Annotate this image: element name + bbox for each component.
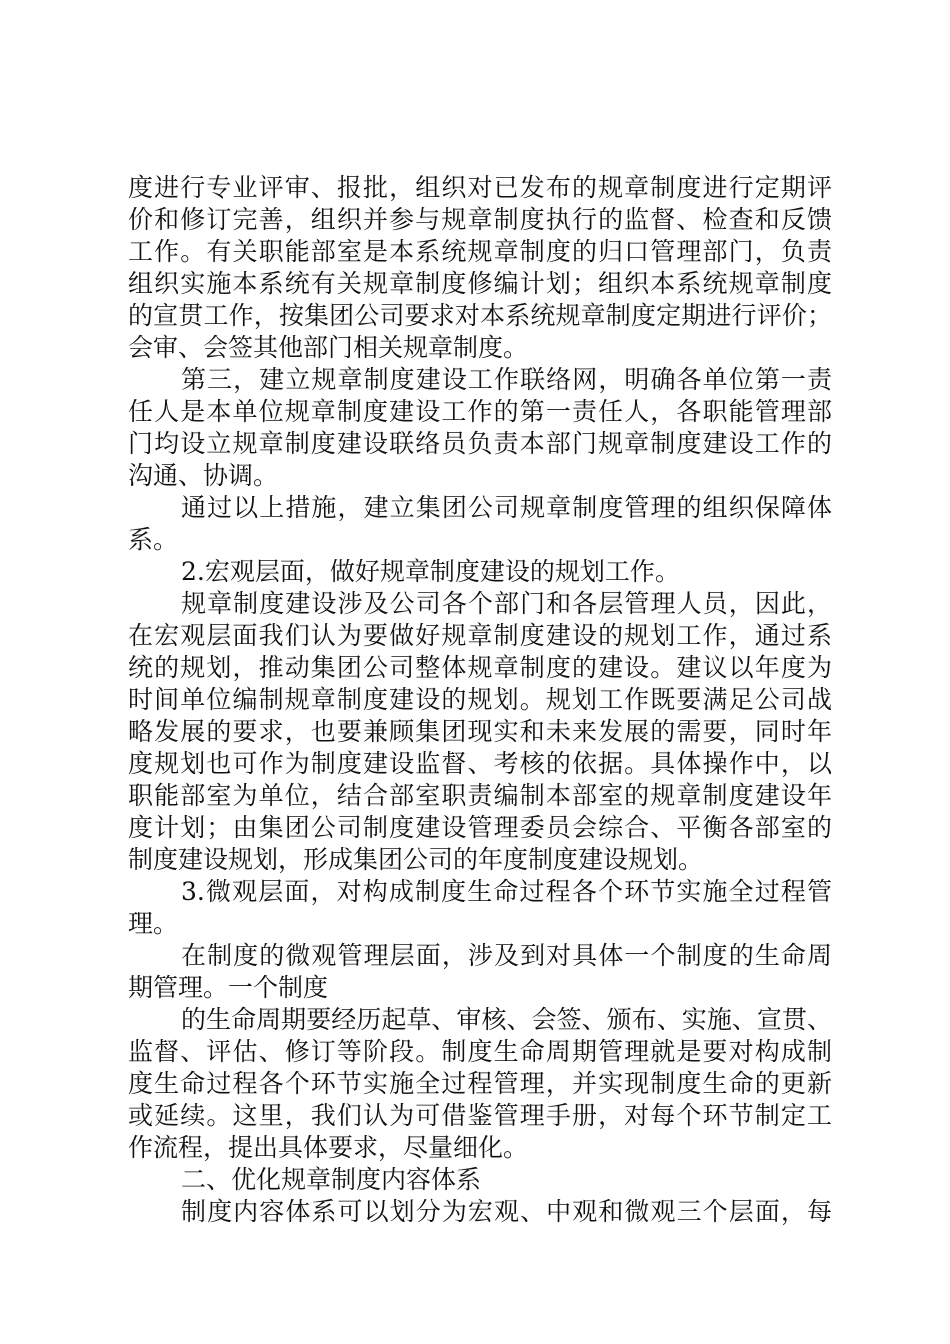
text-line: 组织实施本系统有关规章制度修编计划；组织本系统规章制度 bbox=[128, 269, 832, 298]
text-line: 3.微观层面，对构成制度生命过程各个环节实施全过程管 bbox=[181, 877, 832, 906]
text-line: 职能部室为单位，结合部室职责编制本部室的规章制度建设年 bbox=[128, 781, 832, 810]
text-line: 会审、会签其他部门相关规章制度。 bbox=[128, 333, 529, 362]
text-line: 规章制度建设涉及公司各个部门和各层管理人员，因此， bbox=[181, 589, 832, 618]
text-line: 理。 bbox=[128, 909, 179, 938]
body-text bbox=[128, 172, 832, 1228]
text-line: 2.宏观层面，做好规章制度建设的规划工作。 bbox=[181, 557, 680, 586]
text-line: 度计划；由集团公司制度建设管理委员会综合、平衡各部室的 bbox=[128, 813, 832, 842]
text-line: 的宣贯工作，按集团公司要求对本系统规章制度定期进行评价； bbox=[128, 301, 832, 330]
text-line: 统的规划，推动集团公司整体规章制度的建设。建议以年度为 bbox=[128, 653, 832, 682]
text-line: 时间单位编制规章制度建设的规划。规划工作既要满足公司战 bbox=[128, 685, 832, 714]
text-line: 系。 bbox=[128, 525, 179, 554]
text-line: 任人是本单位规章制度建设工作的第一责任人，各职能管理部 bbox=[128, 397, 832, 426]
text-line: 或延续。这里，我们认为可借鉴管理手册，对每个环节制定工 bbox=[128, 1101, 832, 1130]
text-line: 制度建设规划，形成集团公司的年度制度建设规划。 bbox=[128, 845, 704, 874]
text-line: 第三，建立规章制度建设工作联络网，明确各单位第一责 bbox=[181, 365, 832, 394]
text-line: 通过以上措施，建立集团公司规章制度管理的组织保障体 bbox=[181, 493, 832, 522]
text-line: 期管理。一个制度 bbox=[128, 973, 329, 1002]
text-line: 在制度的微观管理层面，涉及到对具体一个制度的生命周 bbox=[181, 941, 832, 970]
text-line: 工作。有关职能部室是本系统规章制度的归口管理部门，负责 bbox=[128, 237, 832, 266]
text-line: 价和修订完善，组织并参与规章制度执行的监督、检查和反馈 bbox=[128, 205, 832, 234]
text-line: 门均设立规章制度建设联络员负责本部门规章制度建设工作的 bbox=[128, 429, 832, 458]
text-line: 略发展的要求，也要兼顾集团现实和未来发展的需要，同时年 bbox=[128, 717, 832, 746]
text-line: 在宏观层面我们认为要做好规章制度建设的规划工作，通过系 bbox=[128, 621, 832, 650]
text-line: 沟通、协调。 bbox=[128, 461, 279, 490]
text-line: 度进行专业评审、报批，组织对已发布的规章制度进行定期评 bbox=[128, 173, 832, 202]
text-line: 制度内容体系可以划分为宏观、中观和微观三个层面，每 bbox=[181, 1197, 832, 1226]
text-line: 的生命周期要经历起草、审核、会签、颁布、实施、宣贯、 bbox=[181, 1005, 832, 1034]
text-line: 监督、评估、修订等阶段。制度生命周期管理就是要对构成制 bbox=[128, 1037, 832, 1066]
text-line: 二、优化规章制度内容体系 bbox=[181, 1165, 482, 1194]
text-line: 度生命过程各个环节实施全过程管理，并实现制度生命的更新 bbox=[128, 1069, 832, 1098]
text-line: 度规划也可作为制度建设监督、考核的依据。具体操作中，以 bbox=[128, 749, 832, 778]
text-line: 作流程，提出具体要求，尽量细化。 bbox=[128, 1133, 529, 1162]
